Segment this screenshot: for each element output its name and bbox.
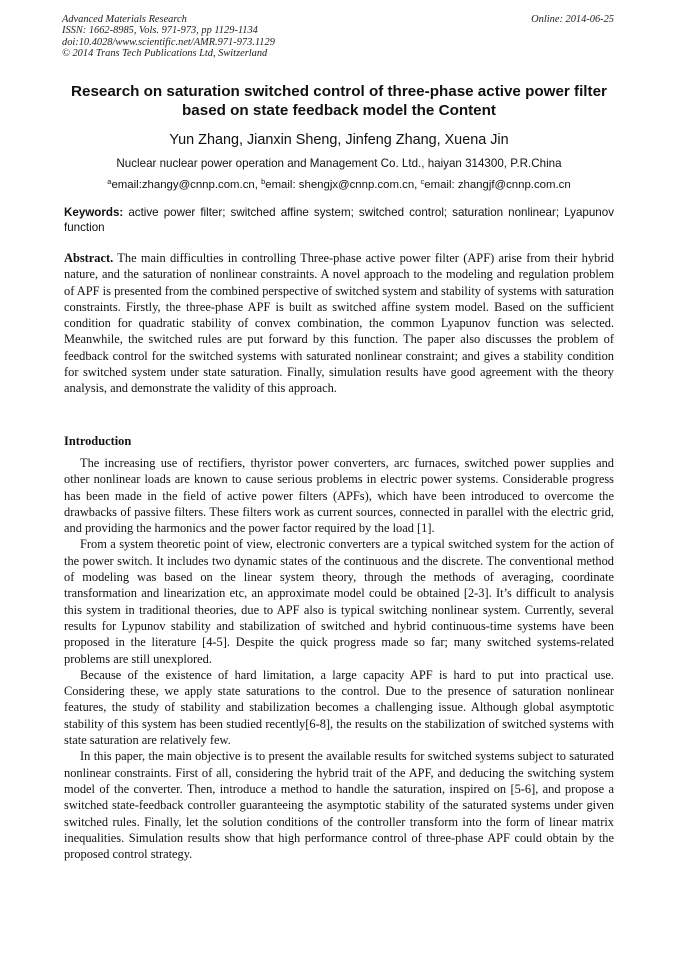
keywords-block (64, 206, 614, 236)
email-b-marker: b (261, 177, 266, 186)
email-c-marker: c (420, 177, 425, 186)
email-a[interactable]: email:zhangy@cnnp.com.cn, (111, 179, 262, 191)
intro-paragraph: In this paper, the main objective is to present the available results for switched systems subject to saturated nonlinear constraints. First of all, considering the hybrid trait of the APF, and deducing the switching system model of the converter. Then, introduce a method to handle the saturation, inspired on [5-6], and propose a switched state-feedback controller guaranteeing the asymptotic stability of the saturated systems under given switched rules. Finally, let the solution conditions of the controller transform into the form of linear matrix inequalities. Simulation results show that high performance control of three-phase APF could obtain by the proposed control strategy. (64, 749, 614, 862)
journal-header (62, 14, 482, 59)
intro-paragraph: The increasing use of rectifiers, thyristor power converters, arc furnaces, switched power supplies and other nonlinear loads are known to cause serious problems in electric power systems. Considerable progress has been made in the field of active power filters (APFs), which have been introduced to overcome the drawbacks of passive filters. These filters work as current sources, connected in parallel with the electric grid, and providing the harmonics and the power factor required by the load [1]. (64, 456, 614, 536)
intro-paragraph: Because of the existence of hard limitation, a large capacity APF is hard to put into practical use. Considering these, we apply state saturations to the control. Due to the presence of saturation nonlinear features, the study of stability and stabilization becomes a challenging issue. Although global asymptotic stability of this system has been studied recently[6-8], the results on the stabilization of switched systems with state saturation are relatively few. (64, 667, 614, 748)
online-date: Online: 2014-06-25 (531, 14, 614, 25)
doi-link[interactable]: doi:10.4028/www.scientific.net/AMR.971-973.1129 (62, 36, 275, 48)
email-c[interactable]: email: zhangjf@cnnp.com.cn (424, 179, 571, 191)
introduction-heading: Introduction (64, 434, 132, 448)
keywords-label: Keywords: (64, 206, 124, 219)
introduction-body (64, 455, 614, 862)
email-a-marker: a (107, 177, 112, 186)
intro-paragraph: From a system theoretic point of view, electronic converters are a typical switched system for the action of the power switch. It includes two dynamic states of the continuous and the discrete. The conventional method of modeling was based on the linear system theory, through the methods of averaging, coordinate transformation and linearization etc, an approximate model could be obtained [2-3]. It’s difficult to analysis this system in traditional theories, due to APF also is typical switching nonlinear system. Currently, several results for Lypunov stability and stabilization of switched and hybrid continuous-time systems have been proposed in the literature [4-5]. Despite the quick progress made so far; many switched systems-related problems are still unexplored. (64, 537, 614, 666)
abstract-label: Abstract. (64, 251, 114, 265)
abstract-block (64, 250, 614, 397)
copyright-line: © 2014 Trans Tech Publications Ltd, Switzerland (62, 47, 268, 59)
affiliation: Nuclear nuclear power operation and Management Co. Ltd., haiyan 314300, P.R.China (116, 157, 562, 170)
paper-title: Research on saturation switched control of three-phase active power filter based on state feedback model the Content (71, 83, 607, 119)
email-b[interactable]: email: shengjx@cnnp.com.cn, (265, 179, 421, 191)
author-list: Yun Zhang, Jianxin Sheng, Jinfeng Zhang, Xuena Jin (169, 132, 509, 148)
abstract-text: The main difficulties in controlling Three-phase active power filter (APF) arise from their hybrid nature, and the saturation of nonlinear constraints. A novel approach to the modeling and regulation problem of APF is presented from the combined perspective of switched system and stability of systems with saturation constraints. Firstly, the three-phase APF is built as switched affine system model. Based on the sufficient condition for quadratic stability of convex combination, the common Lyapunov function was selected. Meanwhile, the switched rules are put forward by this function. The paper also discusses the problem of feedback control for the switched systems with saturated nonlinear constraint; and gives a stability condition for switched system under state saturation. Finally, simulation results have good agreement with the theory analysis, and demonstrate the validity of this approach. (64, 251, 614, 396)
issn-line: ISSN: 1662-8985, Vols. 971-973, pp 1129-1134 (62, 25, 258, 37)
journal-name: Advanced Materials Research (62, 14, 187, 25)
keywords-text: active power filter; switched affine system; switched control; saturation nonlinear; Lyapunov function (64, 206, 614, 234)
email-line (62, 178, 616, 192)
